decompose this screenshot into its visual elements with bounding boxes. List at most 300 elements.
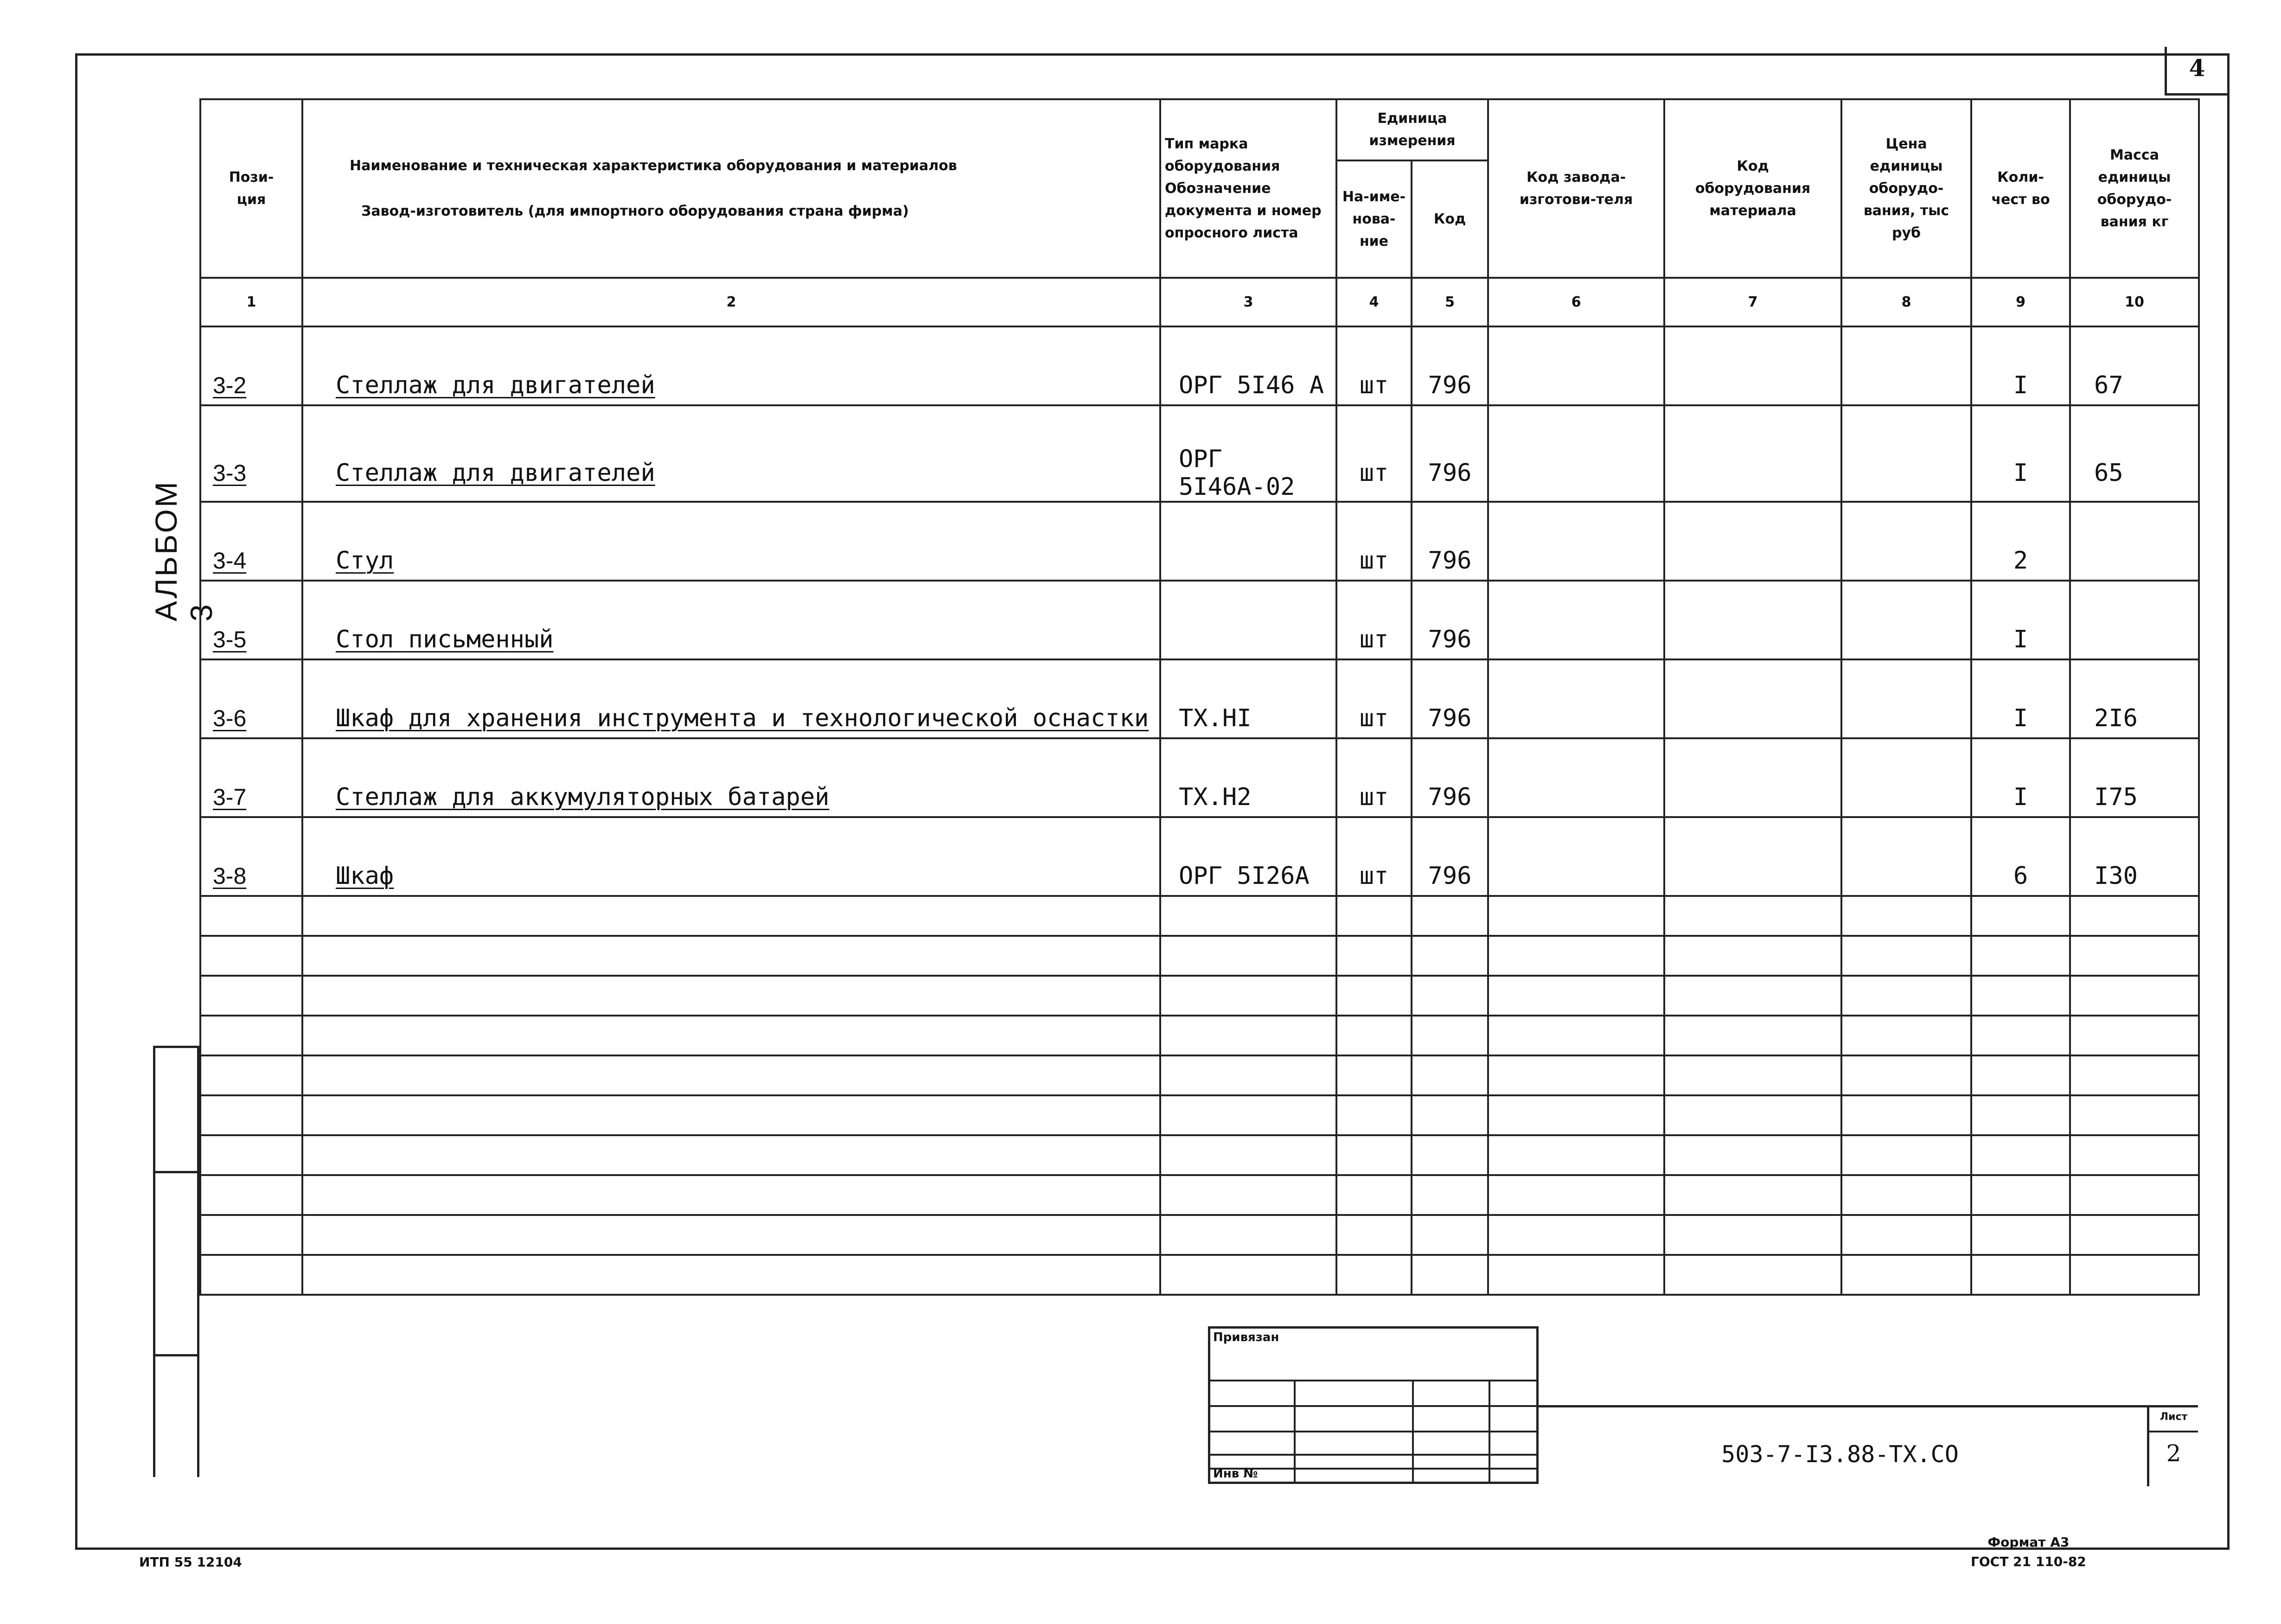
spacer-cell [1160,502,1336,542]
stamp-line [1412,1380,1414,1482]
header-unit-name: На-име-нова-ние [1336,160,1412,278]
cell-empty [1664,366,1841,405]
format-label: Формат А3 [1987,1534,2070,1550]
sheet-number: 4 [2189,54,2205,82]
header-unit: Единица измерения [1336,99,1488,160]
table-row [200,542,2199,581]
empty-cell [1160,936,1336,976]
empty-cell [1160,1135,1336,1175]
empty-cell [1971,1095,2070,1135]
empty-cell [1412,1095,1488,1135]
cell-pos: 3-4 [200,542,302,581]
cell-empty [1841,778,1971,817]
cell-code: 796 [1412,620,1488,659]
empty-cell [1841,1175,1971,1215]
sheet-number-box [2165,47,2227,96]
cell-empty [1841,620,1971,659]
spacer-cell [2070,326,2199,366]
empty-cell [1664,1175,1841,1215]
cell-name: Стеллаж для аккумуляторных батарей [302,778,1160,817]
empty-cell [1841,1055,1971,1095]
empty-cell [1664,896,1841,936]
spacer-cell [1160,405,1336,445]
spacer-cell [1336,738,1412,778]
col-num: 6 [1488,278,1664,326]
empty-cell [200,936,302,976]
cell-type: ОРГ 5I46 А [1160,366,1336,405]
cell-type: ТХ.НI [1160,699,1336,738]
cell-type [1160,620,1336,659]
side-strip-line [155,1171,197,1173]
cell-pos: 3-7 [200,778,302,817]
side-strip-line [155,1354,197,1356]
cell-type: ТХ.Н2 [1160,778,1336,817]
empty-cell [1336,1135,1412,1175]
empty-cell [2070,1095,2199,1135]
empty-cell [1160,1095,1336,1135]
spacer-cell [302,581,1160,620]
empty-cell [1412,896,1488,936]
spacer-cell [2070,738,2199,778]
stamp-line [1210,1380,1536,1381]
spacer-cell [1412,659,1488,699]
cell-empty [1488,857,1664,896]
spacer-cell [1971,581,2070,620]
col-num: 8 [1841,278,1971,326]
empty-cell [302,1095,1160,1135]
empty-cell [1488,936,1664,976]
empty-cell [1412,1055,1488,1095]
spacer-cell [2070,817,2199,857]
spacer-row [200,659,2199,699]
spacer-cell [302,659,1160,699]
col-num: 4 [1336,278,1412,326]
cell-qty: 2 [1971,542,2070,581]
empty-cell [200,896,302,936]
empty-cell [1488,1135,1664,1175]
empty-row [200,1255,2199,1295]
sheet-value: 2 [2166,1440,2181,1467]
empty-cell [1336,896,1412,936]
spacer-cell [1664,502,1841,542]
cell-code: 796 [1412,445,1488,502]
empty-cell [1412,936,1488,976]
spacer-cell [2070,659,2199,699]
empty-cell [1488,1055,1664,1095]
spacer-cell [1160,659,1336,699]
spacer-cell [200,659,302,699]
cell-empty [1488,620,1664,659]
cell-qty: I [1971,366,2070,405]
spacer-cell [200,326,302,366]
spacer-cell [1971,738,2070,778]
empty-cell [1971,1135,2070,1175]
cell-qty: 6 [1971,857,2070,896]
spacer-cell [1488,326,1664,366]
empty-cell [1336,1055,1412,1095]
empty-cell [1664,1135,1841,1175]
cell-empty [1664,620,1841,659]
empty-cell [1412,1255,1488,1295]
table-row [200,620,2199,659]
cell-code: 796 [1412,778,1488,817]
empty-cell [1488,976,1664,1016]
empty-cell [1971,936,2070,976]
empty-cell [2070,976,2199,1016]
stamp-line [1210,1405,1536,1407]
spacer-cell [1412,502,1488,542]
spacer-cell [200,502,302,542]
empty-cell [1841,896,1971,936]
empty-row [200,1135,2199,1175]
empty-cell [1971,896,2070,936]
spacer-cell [1336,502,1412,542]
spacer-cell [1971,817,2070,857]
empty-cell [2070,1175,2199,1215]
spacer-cell [1841,659,1971,699]
cell-code: 796 [1412,699,1488,738]
empty-cell [1971,1175,2070,1215]
sheet-divider [2149,1431,2198,1432]
specification-table [199,98,2200,1296]
empty-cell [1841,1016,1971,1055]
spacer-cell [1664,738,1841,778]
col-num: 9 [1971,278,2070,326]
cell-empty [1664,778,1841,817]
table-row [200,778,2199,817]
empty-cell [200,1215,302,1255]
spacer-cell [1841,405,1971,445]
empty-cell [1971,1016,2070,1055]
stamp-line [1294,1380,1296,1482]
spacer-cell [1412,738,1488,778]
empty-cell [2070,896,2199,936]
header-name: Наименование и техническая характеристика оборудования и материалов Завод-изготовитель (для импортного оборудования страна фирма) [302,99,1160,278]
cell-empty [1488,778,1664,817]
empty-cell [1971,976,2070,1016]
cell-qty: I [1971,778,2070,817]
cell-unit: шт [1336,366,1412,405]
cell-qty: I [1971,620,2070,659]
cell-empty [1488,366,1664,405]
table-row [200,857,2199,896]
empty-cell [302,1175,1160,1215]
empty-cell [1488,1255,1664,1295]
stamp-inventory: Инв № [1213,1467,1258,1481]
empty-cell [2070,1055,2199,1095]
empty-cell [1664,976,1841,1016]
cell-mass: 65 [2070,445,2199,502]
empty-cell [1664,1055,1841,1095]
cell-qty: I [1971,445,2070,502]
cell-mass: I75 [2070,778,2199,817]
spacer-cell [302,817,1160,857]
cell-empty [1664,699,1841,738]
spacer-cell [1412,817,1488,857]
spacer-cell [302,502,1160,542]
spacer-cell [200,581,302,620]
spacer-cell [1664,405,1841,445]
header-row [200,99,2199,160]
col-num: 1 [200,278,302,326]
spacer-cell [1412,326,1488,366]
header-equipment-code: Код оборудования материала [1664,99,1841,278]
stamp-line [1210,1431,1536,1432]
empty-cell [1412,1215,1488,1255]
cell-unit: шт [1336,445,1412,502]
stamp-line [1489,1380,1490,1482]
cell-pos: 3-2 [200,366,302,405]
cell-empty [1841,699,1971,738]
empty-cell [1488,896,1664,936]
empty-cell [302,1055,1160,1095]
document-code: 503-7-I3.88-ТХ.СО [1721,1441,1959,1468]
empty-row [200,1055,2199,1095]
spacer-cell [1664,326,1841,366]
cell-name: Стул [302,542,1160,581]
gost-label: ГОСТ 21 110-82 [1971,1554,2086,1569]
spacer-cell [1841,817,1971,857]
stamp-title: Привязан [1213,1330,1279,1344]
spacer-cell [1971,326,2070,366]
footer-code: ИТП 55 12104 [139,1554,242,1570]
cell-empty [1488,542,1664,581]
empty-cell [2070,1135,2199,1175]
empty-cell [1664,1095,1841,1135]
empty-cell [1971,1215,2070,1255]
cell-empty [1488,445,1664,502]
empty-cell [1841,976,1971,1016]
empty-cell [1841,1135,1971,1175]
spacer-cell [1160,817,1336,857]
spacer-cell [302,326,1160,366]
sheet-box [2147,1407,2198,1486]
empty-cell [1160,896,1336,936]
spacer-cell [1336,817,1412,857]
empty-cell [1841,936,1971,976]
empty-cell [1664,1016,1841,1055]
empty-cell [1336,976,1412,1016]
empty-cell [200,1095,302,1135]
empty-cell [200,976,302,1016]
stamp-line [1210,1454,1536,1456]
empty-cell [1488,1095,1664,1135]
cell-code: 796 [1412,542,1488,581]
spacer-cell [1488,405,1664,445]
cell-type: ОРГ 5I26А [1160,857,1336,896]
table-row [200,445,2199,502]
empty-row [200,1175,2199,1215]
empty-row [200,976,2199,1016]
col-num: 3 [1160,278,1336,326]
empty-cell [2070,1215,2199,1255]
spacer-cell [1412,581,1488,620]
spacer-cell [2070,405,2199,445]
cell-pos: 3-8 [200,857,302,896]
spacer-cell [1160,738,1336,778]
empty-cell [1841,1215,1971,1255]
spacer-cell [1971,502,2070,542]
cell-unit: шт [1336,699,1412,738]
empty-cell [302,976,1160,1016]
empty-cell [200,1175,302,1215]
spacer-cell [1971,659,2070,699]
empty-cell [1412,1175,1488,1215]
empty-cell [200,1255,302,1295]
spacer-cell [1971,405,2070,445]
header-manufacturer-code: Код завода-изготови-теля [1488,99,1664,278]
cell-pos: 3-3 [200,445,302,502]
empty-cell [1160,1215,1336,1255]
header-unit-code: Код [1412,160,1488,278]
cell-name: Стеллаж для двигателей [302,366,1160,405]
cell-empty [1841,857,1971,896]
empty-row [200,896,2199,936]
cell-pos: 3-6 [200,699,302,738]
album-label-wrap [139,480,218,626]
empty-cell [1412,1135,1488,1175]
spacer-cell [1841,581,1971,620]
spacer-cell [302,405,1160,445]
cell-unit: шт [1336,620,1412,659]
cell-mass [2070,620,2199,659]
cell-pos: 3-5 [200,620,302,659]
empty-cell [2070,1016,2199,1055]
cell-name: Стол письменный [302,620,1160,659]
spacer-cell [1664,817,1841,857]
cell-empty [1841,542,1971,581]
album-label: АЛЬБОМ 3 [149,480,218,621]
empty-cell [1160,1055,1336,1095]
empty-cell [1971,1255,2070,1295]
empty-cell [302,1215,1160,1255]
empty-cell [200,1016,302,1055]
cell-unit: шт [1336,542,1412,581]
spacer-cell [200,817,302,857]
column-number-row [200,278,2199,326]
empty-cell [1336,1095,1412,1135]
spacer-cell [200,405,302,445]
col-num: 5 [1412,278,1488,326]
empty-cell [1336,936,1412,976]
empty-cell [1160,976,1336,1016]
spacer-cell [1841,738,1971,778]
stamp-line [1210,1468,1536,1470]
empty-row [200,936,2199,976]
spacer-cell [1160,326,1336,366]
spacer-cell [2070,502,2199,542]
title-block [1539,1405,2198,1484]
empty-cell [1336,1255,1412,1295]
spacer-cell [1336,581,1412,620]
spacer-row [200,581,2199,620]
header-price: Цена единицы оборудо-вания, тыс руб [1841,99,1971,278]
empty-row [200,1016,2199,1055]
col-num: 7 [1664,278,1841,326]
empty-cell [1412,1016,1488,1055]
spacer-cell [1488,502,1664,542]
spacer-cell [1412,405,1488,445]
table-row [200,699,2199,738]
cell-name: Шкаф [302,857,1160,896]
empty-cell [1336,1215,1412,1255]
empty-cell [1160,1175,1336,1215]
cell-mass [2070,542,2199,581]
spacer-cell [1664,581,1841,620]
empty-cell [1971,1055,2070,1095]
spacer-cell [1488,659,1664,699]
empty-row [200,1095,2199,1135]
spacer-row [200,738,2199,778]
cell-type [1160,542,1336,581]
spacer-cell [2070,581,2199,620]
cell-empty [1841,366,1971,405]
empty-cell [2070,936,2199,976]
cell-mass: 67 [2070,366,2199,405]
spacer-cell [1336,659,1412,699]
spacer-cell [1841,502,1971,542]
header-position: Пози- ция [200,99,302,278]
empty-cell [200,1135,302,1175]
spacer-cell [200,738,302,778]
cell-unit: шт [1336,778,1412,817]
cell-name: Шкаф для хранения инструмента и технологической оснастки [302,699,1160,738]
spacer-cell [1664,659,1841,699]
empty-cell [1664,1255,1841,1295]
empty-cell [302,1255,1160,1295]
empty-cell [1336,1175,1412,1215]
empty-cell [302,1016,1160,1055]
cell-mass: 2I6 [2070,699,2199,738]
empty-cell [1488,1016,1664,1055]
cell-name: Стеллаж для двигателей [302,445,1160,502]
spacer-cell [302,738,1160,778]
empty-cell [1160,1255,1336,1295]
item-rows [200,326,2199,1295]
empty-cell [1488,1215,1664,1255]
empty-cell [1664,936,1841,976]
empty-cell [302,896,1160,936]
spacer-row [200,405,2199,445]
empty-cell [302,1135,1160,1175]
cell-code: 796 [1412,857,1488,896]
side-strip [153,1046,199,1477]
header-mass: Масса единицы оборудо-вания кг [2070,99,2199,278]
header-quantity: Коли-чест во [1971,99,2070,278]
empty-row [200,1215,2199,1255]
empty-cell [1841,1095,1971,1135]
binding-stamp [1208,1326,1539,1484]
footer-format [1971,1533,2086,1572]
cell-code: 796 [1412,366,1488,405]
cell-unit: шт [1336,857,1412,896]
cell-empty [1664,857,1841,896]
empty-cell [2070,1255,2199,1295]
spacer-row [200,326,2199,366]
spacer-row [200,817,2199,857]
col-num: 2 [302,278,1160,326]
cell-mass: I30 [2070,857,2199,896]
empty-cell [1336,1016,1412,1055]
table-row [200,366,2199,405]
col-num: 10 [2070,278,2199,326]
empty-cell [1488,1175,1664,1215]
spacer-cell [1488,581,1664,620]
empty-cell [1664,1215,1841,1255]
empty-cell [1841,1255,1971,1295]
spacer-row [200,502,2199,542]
empty-cell [1412,976,1488,1016]
